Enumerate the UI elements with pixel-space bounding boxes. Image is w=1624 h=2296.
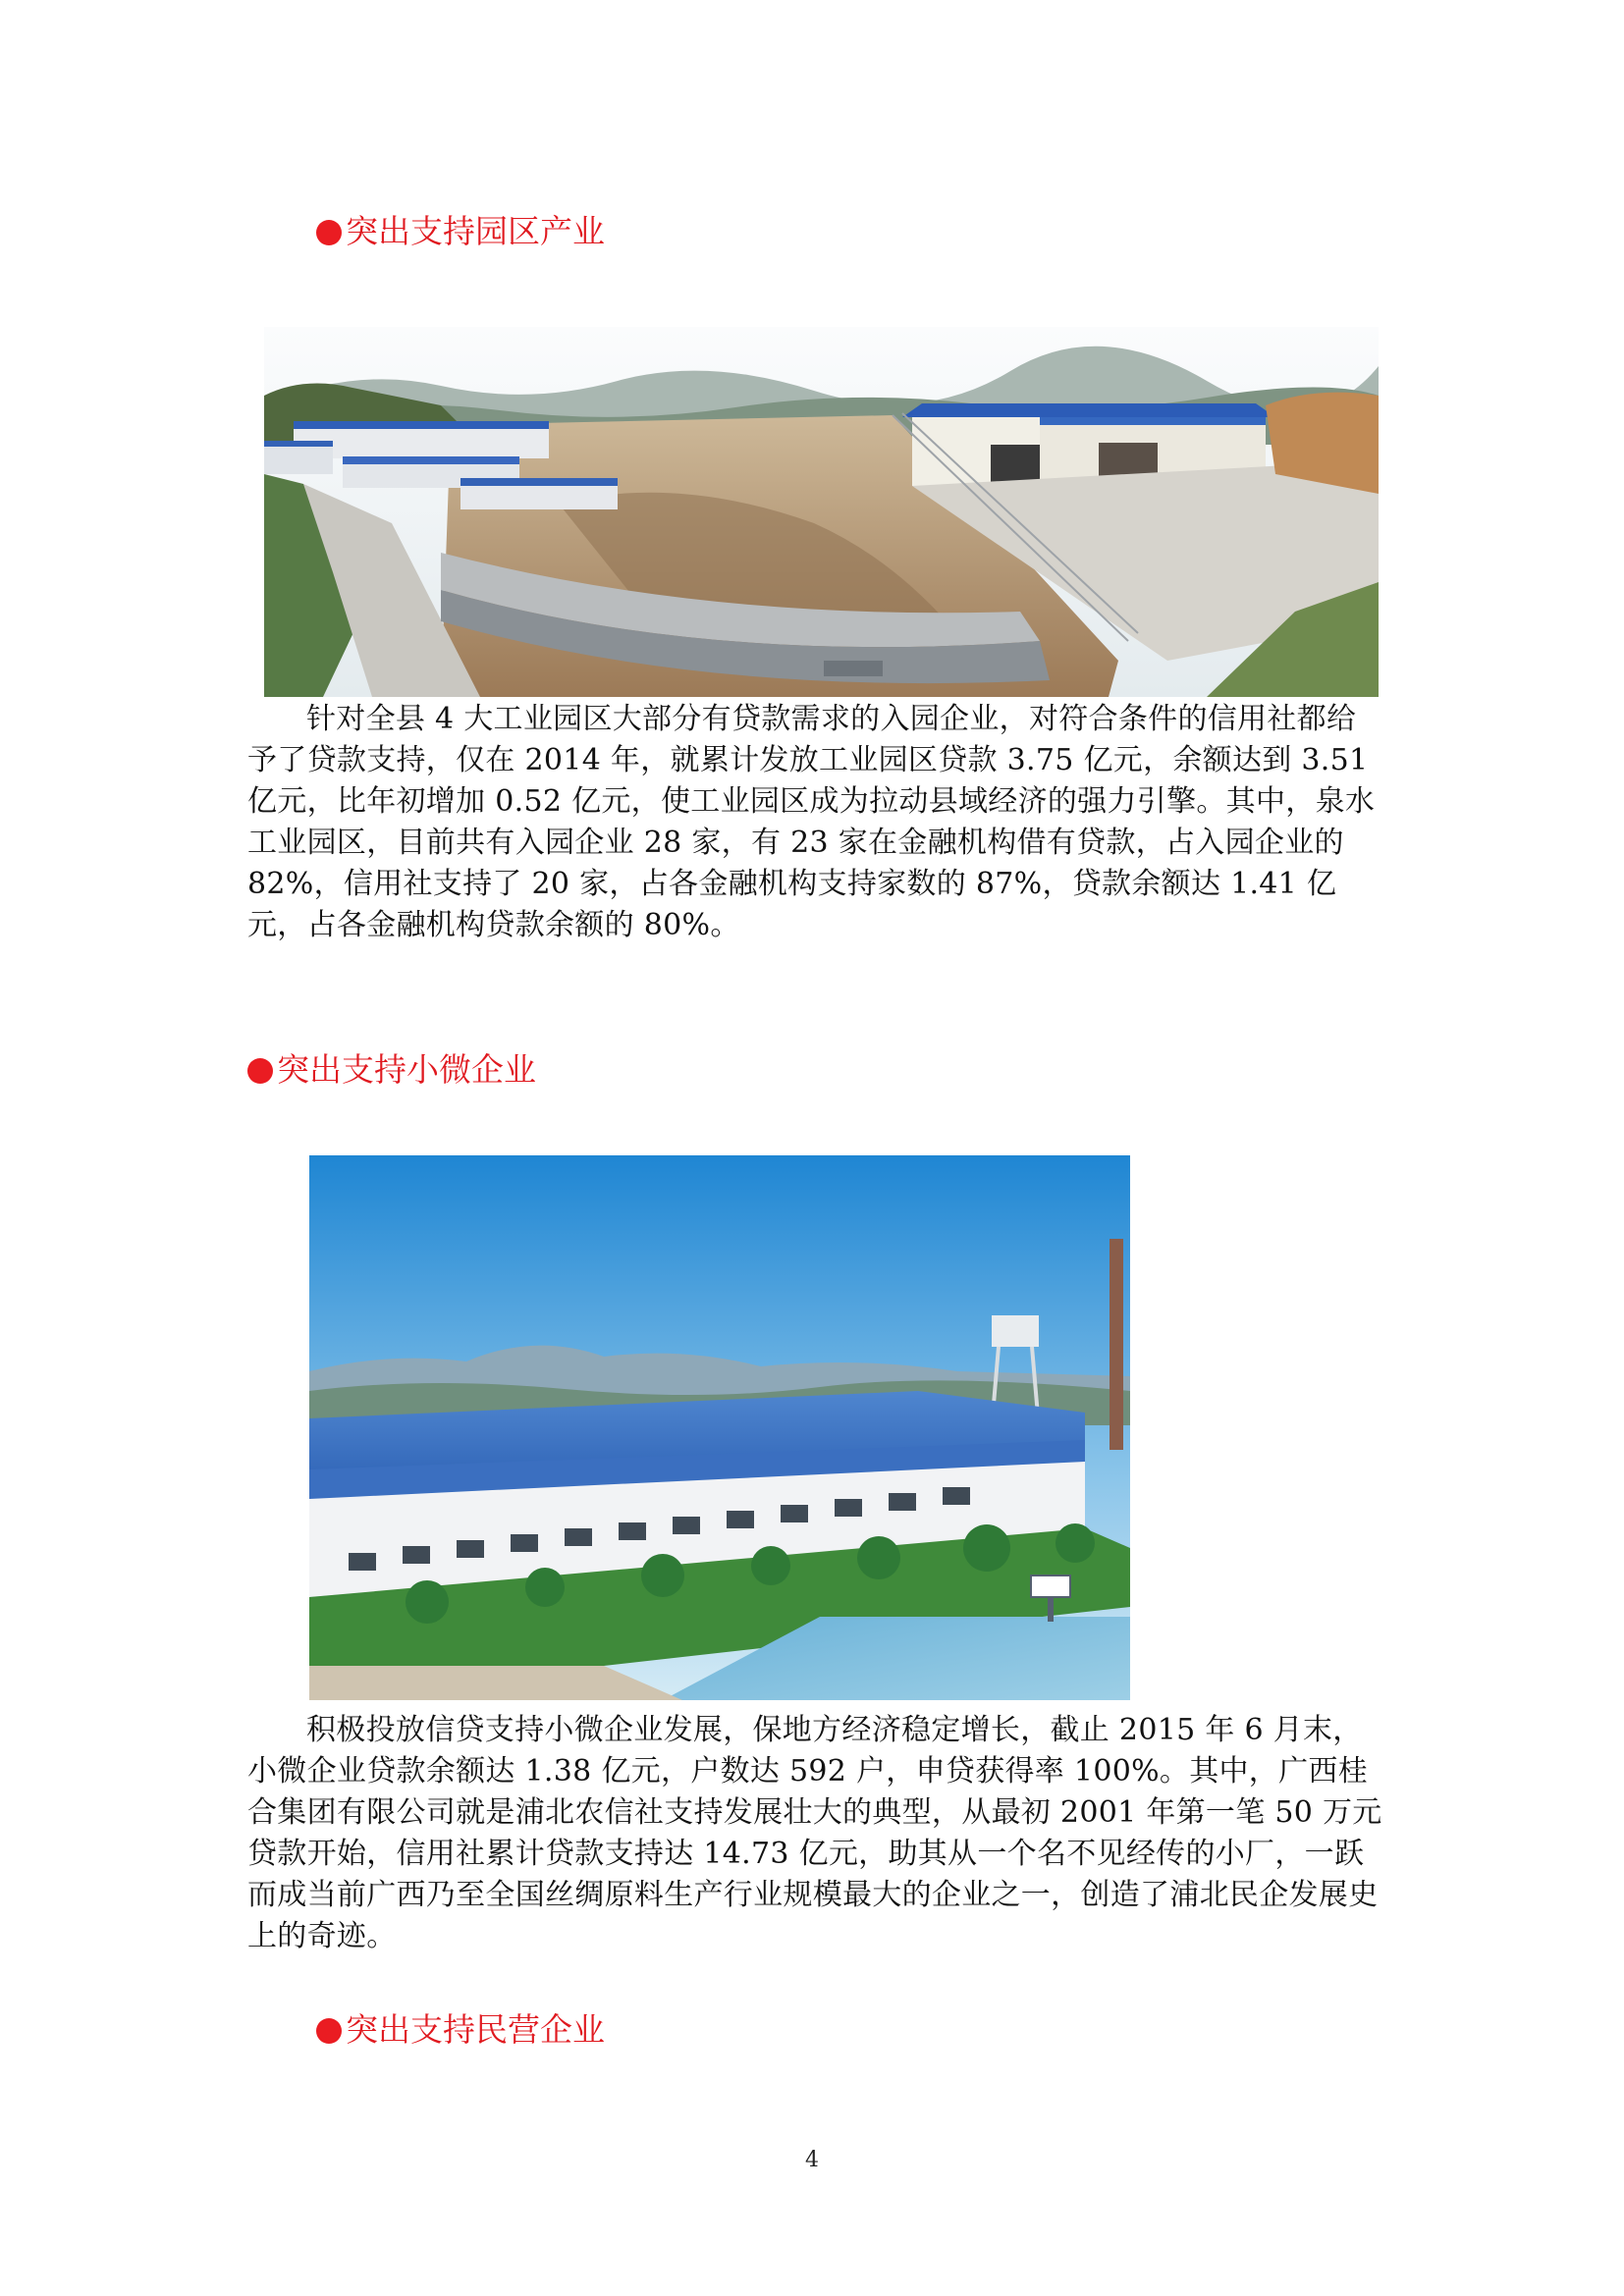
industrial-park-illustration (264, 327, 1379, 697)
section-heading-private-enterprise (316, 2010, 605, 2050)
section-heading-small-micro (247, 1050, 536, 1090)
section-heading-text: 突出支持小微企业 (277, 1050, 536, 1089)
page-number: 4 (805, 2148, 819, 2172)
section-heading-text: 突出支持园区产业 (346, 212, 605, 250)
section-heading-industrial-park (316, 212, 605, 251)
section-heading-text: 突出支持民营企业 (346, 2010, 605, 2049)
red-bullet-icon (316, 2018, 342, 2044)
factory-campus-illustration (309, 1155, 1130, 1700)
red-bullet-icon (316, 220, 342, 245)
section-paragraph-small-micro: 积极投放信贷支持小微企业发展，保地方经济稳定增长，截止 2015 年 6 月末，小微企业贷款余额达 1.38 亿元，户数达 592 户，申贷获得率 100%。其中，广西桂合集团有限公司就是浦北农信社支持发展壮大的典型，从最初 2001 年第一笔 50 万元贷款开始，信用社累计贷款支持达 14.73 亿元，助其从一个名不见经传的小厂，一跃而成当前广西乃至全国丝绸原料生产行业规模最大的企业之一，创造了浦北民企发展史上的奇迹。 (247, 1713, 1382, 1953)
factory-campus-photo (309, 1155, 1130, 1700)
industrial-park-photo (264, 327, 1379, 697)
red-bullet-icon (247, 1058, 273, 1084)
section-paragraph-industrial-park: 针对全县 4 大工业园区大部分有贷款需求的入园企业，对符合条件的信用社都给予了贷款支持，仅在 2014 年，就累计发放工业园区贷款 3.75 亿元，余额达到 3.51 亿元，比年初增加 0.52 亿元，使工业园区成为拉动县域经济的强力引擎。其中，泉水工业园区，目前共有入园企业 28 家，有 23 家在金融机构借有贷款，占入园企业的 82%，信用社支持了 20 家，占各金融机构支持家数的 87%，贷款余额达 1.41 亿元，占各金融机构贷款余额的 80%。 (247, 702, 1376, 942)
